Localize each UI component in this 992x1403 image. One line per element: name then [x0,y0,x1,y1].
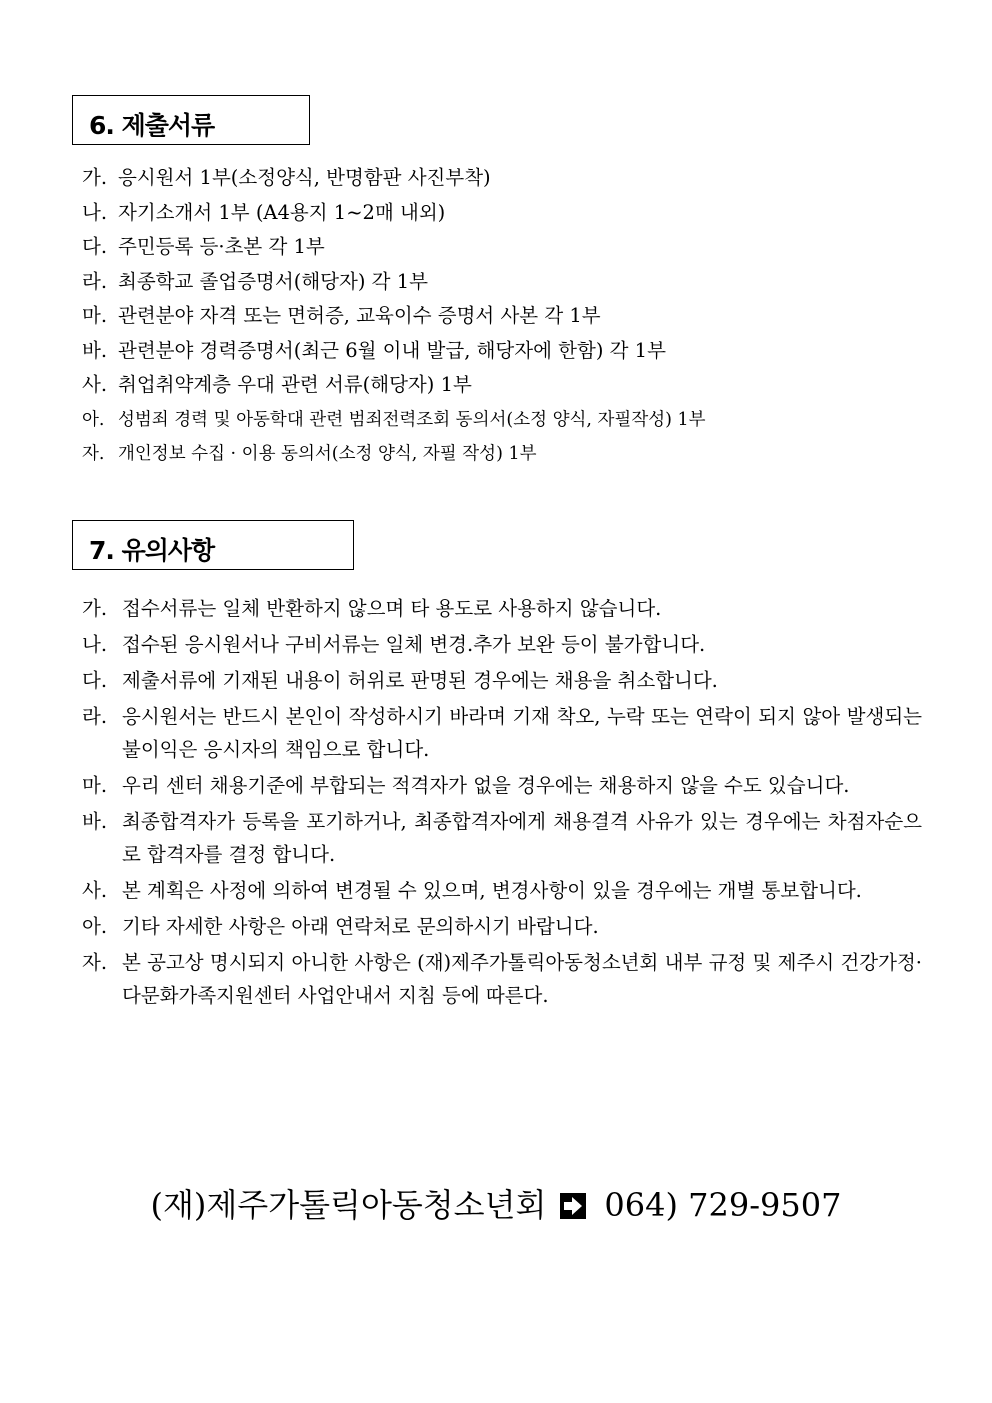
list-marker: 사. [82,373,108,396]
organization-name: (재)제주가톨릭아동청소년회 [150,1186,547,1224]
list-marker: 다. [82,669,108,692]
list-item-text: 본 계획은 사정에 의하여 변경될 수 있으며, 변경사항이 있을 경우에는 개별 통보합니다. [122,879,862,902]
arrow-right-box-icon [560,1193,586,1219]
list-item [82,269,706,304]
list-item-text: 개인정보 수집 · 이용 동의서(소정 양식, 자필 작성) 1부 [118,444,537,464]
list-item [82,664,922,697]
list-item-text: 우리 센터 채용기준에 부합되는 적격자가 없을 경우에는 채용하지 않을 수도 있습니다. [122,774,850,797]
list-marker: 다. [82,235,108,258]
list-item [82,407,706,442]
list-marker: 가. [82,597,108,620]
list-item [82,200,706,235]
list-marker: 마. [82,774,108,797]
list-item [82,946,922,1012]
list-item [82,441,706,476]
list-item [82,303,706,338]
required-documents-list [82,165,706,476]
section-6-title: 6. 제출서류 [89,111,215,140]
list-item-text: 응시원서는 반드시 본인이 작성하시기 바라며 기재 착오, 누락 또는 연락이 되지 않아 발생되는 불이익은 응시자의 책임으로 합니다. [122,705,922,761]
list-item-text: 응시원서 1부(소정양식, 반명함판 사진부착) [118,166,491,189]
list-item-text: 제출서류에 기재된 내용이 허위로 판명된 경우에는 채용을 취소합니다. [122,669,718,692]
list-item-text: 주민등록 등·초본 각 1부 [118,235,325,258]
section-6-header [72,95,310,145]
list-item [82,769,922,802]
list-item [82,338,706,373]
list-item-text: 관련분야 경력증명서(최근 6월 이내 발급, 해당자에 한함) 각 1부 [118,338,666,362]
list-marker: 아. [82,915,108,938]
notes-list [82,592,922,1015]
list-marker: 자. [82,444,105,464]
list-marker: 가. [82,166,108,189]
list-item [82,592,922,625]
list-marker: 사. [82,879,108,902]
list-item [82,700,922,766]
list-marker: 자. [82,951,108,974]
list-marker: 나. [82,633,108,656]
list-item-text: 접수서류는 일체 반환하지 않으며 타 용도로 사용하지 않습니다. [122,597,662,620]
list-marker: 바. [82,810,108,833]
section-7-header [72,520,354,570]
section-7-title: 7. 유의사항 [89,536,215,565]
phone-number: 064) 729-9507 [604,1186,842,1224]
list-item-text: 자기소개서 1부 (A4용지 1~2매 내외) [118,200,446,224]
list-item-text: 최종합격자가 등록을 포기하거나, 최종합격자에게 채용결격 사유가 있는 경우에는 차점자순으로 합격자를 결정 합니다. [122,810,922,866]
list-item [82,234,706,269]
list-marker: 마. [82,304,108,327]
list-item [82,805,922,871]
list-marker: 바. [82,338,108,362]
list-item [82,628,922,661]
list-marker: 아. [82,409,105,430]
list-item [82,165,706,200]
list-item-text: 성범죄 경력 및 아동학대 관련 범죄전력조회 동의서(소정 양식, 자필작성) 1부 [118,409,706,430]
list-item [82,910,922,943]
list-marker: 라. [82,705,108,728]
list-item [82,874,922,907]
list-marker: 나. [82,200,108,224]
list-marker: 라. [82,269,108,293]
list-item-text: 본 공고상 명시되지 아니한 사항은 (재)제주가톨릭아동청소년회 내부 규정 및 제주시 건강가정·다문화가족지원센터 사업안내서 지침 등에 따른다. [122,951,922,1007]
contact-line [0,1180,992,1226]
list-item-text: 접수된 응시원서나 구비서류는 일체 변경.추가 보완 등이 불가합니다. [122,633,706,656]
list-item-text: 최종학교 졸업증명서(해당자) 각 1부 [118,269,428,293]
list-item-text: 기타 자세한 사항은 아래 연락처로 문의하시기 바랍니다. [122,915,599,938]
list-item [82,372,706,407]
list-item-text: 관련분야 자격 또는 면허증, 교육이수 증명서 사본 각 1부 [118,304,601,327]
list-item-text: 취업취약계층 우대 관련 서류(해당자) 1부 [118,373,472,396]
